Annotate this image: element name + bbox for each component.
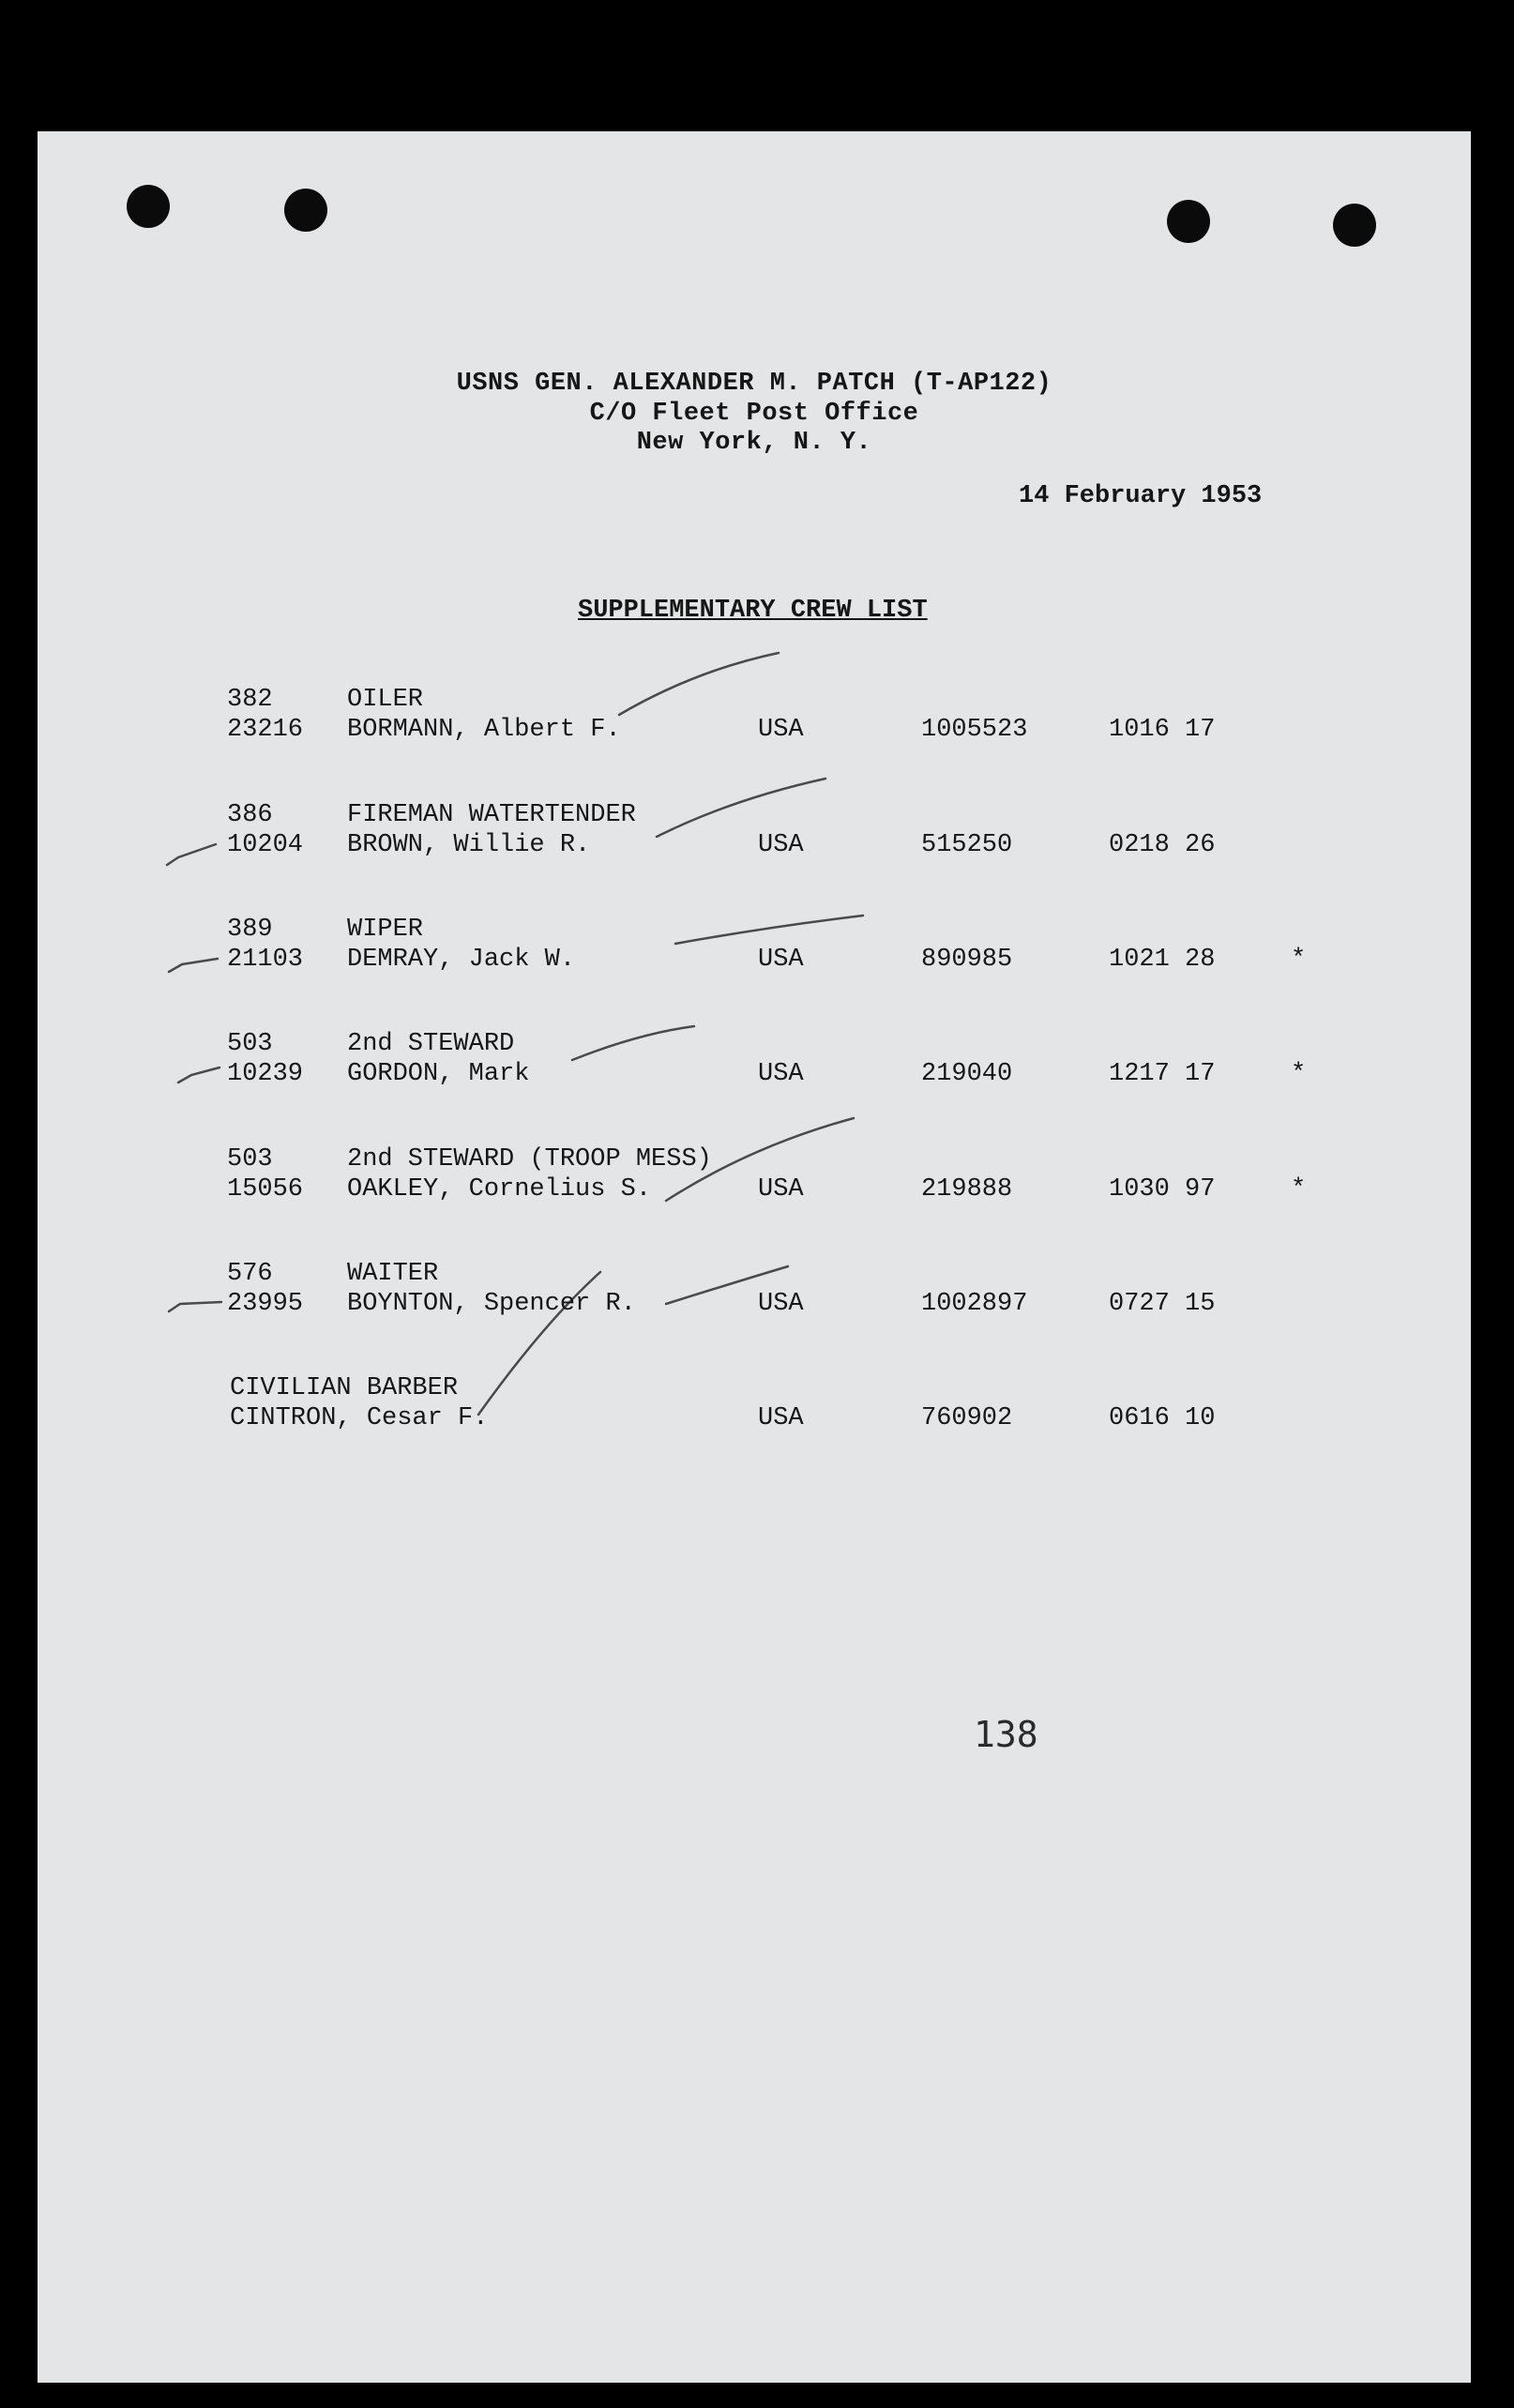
civilian-name: CINTRON, Cesar F. bbox=[230, 1404, 489, 1432]
civilian-code: 0616 10 bbox=[1109, 1404, 1216, 1432]
page-number: 138 bbox=[974, 1714, 1038, 1755]
document-page bbox=[38, 131, 1471, 2383]
entry-name: BOYNTON, Spencer R. bbox=[347, 1290, 636, 1318]
entry-z-number: 1005523 bbox=[921, 716, 1028, 744]
crew-entry bbox=[38, 1259, 1471, 1325]
entry-code: 1217 17 bbox=[1109, 1060, 1216, 1088]
crew-entry bbox=[38, 915, 1471, 980]
entry-book-number: 10204 bbox=[227, 831, 304, 859]
crew-entry bbox=[38, 1144, 1471, 1210]
entry-code: 0727 15 bbox=[1109, 1290, 1216, 1318]
punch-hole bbox=[1333, 204, 1376, 247]
entry-mark: * bbox=[1291, 946, 1307, 974]
entry-rating: 2nd STEWARD bbox=[347, 1030, 515, 1058]
entry-number: 503 bbox=[227, 1145, 273, 1174]
document-date: 14 February 1953 bbox=[1019, 482, 1263, 510]
entry-z-number: 1002897 bbox=[921, 1290, 1028, 1318]
address-line-2: New York, N. Y. bbox=[636, 429, 872, 457]
entry-name: DEMRAY, Jack W. bbox=[347, 946, 576, 974]
entry-book-number: 15056 bbox=[227, 1175, 304, 1204]
entry-z-number: 219888 bbox=[921, 1175, 1013, 1204]
entry-citizenship: USA bbox=[758, 716, 804, 744]
entry-book-number: 23216 bbox=[227, 716, 304, 744]
entry-code: 0218 26 bbox=[1109, 831, 1216, 859]
crew-entry bbox=[38, 685, 1471, 750]
punch-hole bbox=[1167, 200, 1210, 243]
entry-code: 1021 28 bbox=[1109, 946, 1216, 974]
entry-z-number: 219040 bbox=[921, 1060, 1013, 1088]
entry-book-number: 23995 bbox=[227, 1290, 304, 1318]
crew-entry bbox=[38, 1029, 1471, 1095]
entry-rating: WIPER bbox=[347, 916, 424, 944]
entry-number: 503 bbox=[227, 1030, 273, 1058]
entry-mark: * bbox=[1291, 1060, 1307, 1088]
ship-name-line: USNS GEN. ALEXANDER M. PATCH (T-AP122) bbox=[456, 370, 1052, 398]
civilian-citizenship: USA bbox=[758, 1404, 804, 1432]
entry-citizenship: USA bbox=[758, 1290, 804, 1318]
punch-hole bbox=[127, 185, 170, 228]
entry-number: 576 bbox=[227, 1260, 273, 1288]
entry-z-number: 515250 bbox=[921, 831, 1013, 859]
entry-number: 386 bbox=[227, 801, 273, 829]
entry-name: BROWN, Willie R. bbox=[347, 831, 591, 859]
entry-mark: * bbox=[1291, 1175, 1307, 1204]
entry-number: 389 bbox=[227, 916, 273, 944]
entry-code: 1016 17 bbox=[1109, 716, 1216, 744]
civilian-rating: CIVILIAN BARBER bbox=[230, 1374, 459, 1402]
entry-book-number: 10239 bbox=[227, 1060, 304, 1088]
punch-hole bbox=[284, 189, 327, 232]
entry-code: 1030 97 bbox=[1109, 1175, 1216, 1204]
entry-citizenship: USA bbox=[758, 1175, 804, 1204]
entry-name: OAKLEY, Cornelius S. bbox=[347, 1175, 652, 1204]
entry-rating: OILER bbox=[347, 686, 424, 714]
entry-rating: WAITER bbox=[347, 1260, 439, 1288]
civilian-z-number: 760902 bbox=[921, 1404, 1013, 1432]
entry-name: BORMANN, Albert F. bbox=[347, 716, 621, 744]
entry-rating: 2nd STEWARD (TROOP MESS) bbox=[347, 1145, 712, 1174]
entry-citizenship: USA bbox=[758, 946, 804, 974]
entry-number: 382 bbox=[227, 686, 273, 714]
entry-citizenship: USA bbox=[758, 831, 804, 859]
entry-citizenship: USA bbox=[758, 1060, 804, 1088]
address-line-1: C/O Fleet Post Office bbox=[589, 400, 919, 428]
entry-name: GORDON, Mark bbox=[347, 1060, 530, 1088]
entry-rating: FIREMAN WATERTENDER bbox=[347, 801, 636, 829]
civilian-entry bbox=[38, 1373, 1471, 1439]
list-title: SUPPLEMENTARY CREW LIST bbox=[578, 597, 928, 625]
entry-z-number: 890985 bbox=[921, 946, 1013, 974]
crew-entry bbox=[38, 800, 1471, 866]
entry-book-number: 21103 bbox=[227, 946, 304, 974]
